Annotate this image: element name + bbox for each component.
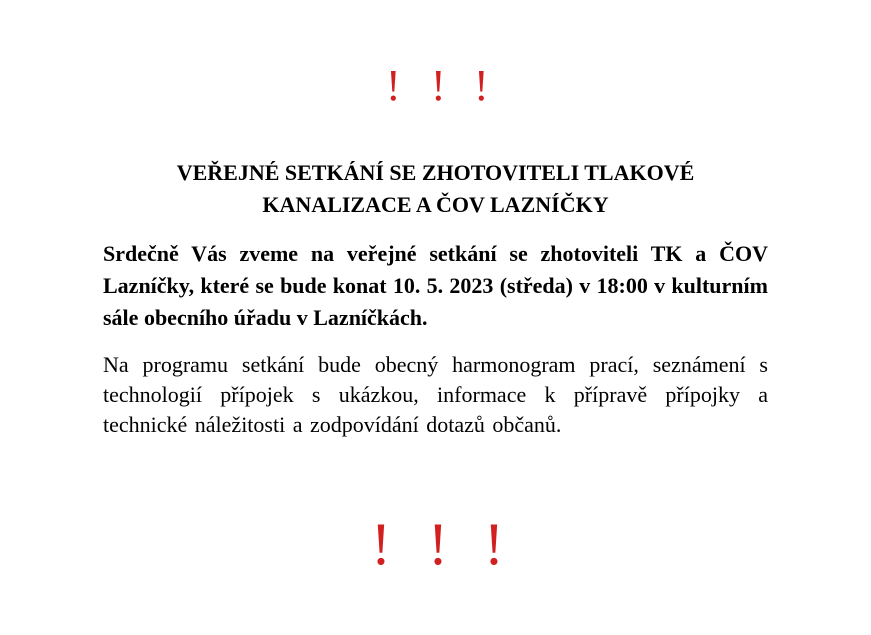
invitation-paragraph: Srdečně Vás zveme na veřejné setkání se zhotoviteli TK a ČOV Lazníčky, které se bude konat 10. 5. 2023 (středa) v 18:00 v kulturním sále obecního úřadu v Lazníčkách. [103,241,768,330]
page-title [103,157,768,221]
exclamation-mark-icon: ! [428,511,448,577]
title-line-1: VEŘEJNÉ SETKÁNÍ SE ZHOTOVITELI TLAKOVÉ [176,160,695,185]
exclamation-mark-icon: ! [484,511,504,577]
program-paragraph: Na programu setkání bude obecný harmonogram prací, seznámení s technologií přípojek s ukázkou, informace k přípravě přípojky a technické náležitosti a zodpovídání dotazů občanů. [103,352,768,437]
exclamation-mark-icon: ! [431,61,446,110]
exclamation-mark-icon: ! [386,61,401,110]
exclamation-mark-icon: ! [371,511,391,577]
title-line-2: KANALIZACE A ČOV LAZNÍČKY [262,192,609,217]
exclamation-mark-icon: ! [474,61,489,110]
